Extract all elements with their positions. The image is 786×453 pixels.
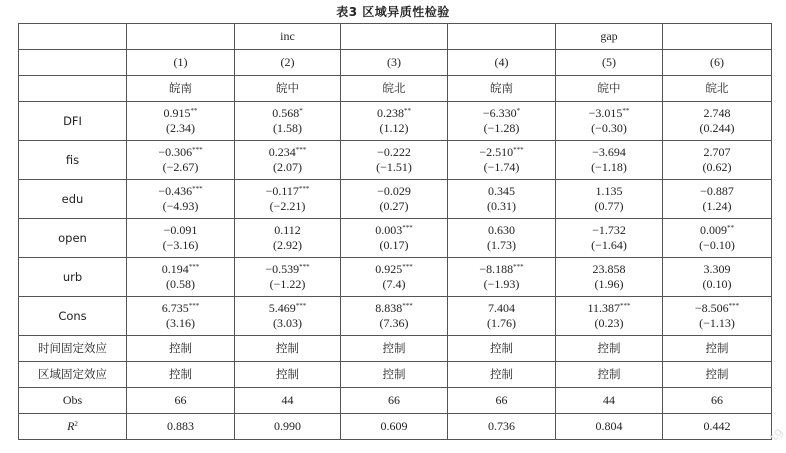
t-statistic: (7.4) bbox=[382, 277, 406, 291]
coefficient-number: 5.469 bbox=[268, 301, 296, 315]
column-number: (1) bbox=[127, 50, 235, 76]
control-cell: 控制 bbox=[556, 362, 663, 388]
coef-cell bbox=[448, 102, 556, 141]
coef-cell bbox=[235, 141, 341, 180]
row-label: DFI bbox=[19, 102, 127, 141]
t-statistic: (−1.28) bbox=[483, 121, 520, 135]
control-cell: 控制 bbox=[448, 362, 556, 388]
significance-stars: ** bbox=[622, 107, 630, 115]
significance-stars: *** bbox=[513, 146, 524, 154]
coefficient-number: −2.510 bbox=[479, 145, 514, 159]
t-statistic: (−2.21) bbox=[269, 199, 306, 213]
coef-cell bbox=[448, 141, 556, 180]
coefficient-number: 0.345 bbox=[488, 184, 515, 198]
coefficient-value bbox=[556, 106, 662, 121]
t-statistic: (0.17) bbox=[379, 238, 409, 252]
control-cell: 控制 bbox=[341, 362, 448, 388]
t-statistic: (0.31) bbox=[487, 199, 516, 213]
coefficient-number: 0.238 bbox=[377, 106, 404, 120]
variable-row-urb bbox=[19, 258, 772, 297]
control-cell: 控制 bbox=[663, 336, 772, 362]
fixed-effect-row bbox=[19, 362, 772, 388]
coef-cell bbox=[127, 258, 235, 297]
t-statistic: (0.23) bbox=[594, 316, 624, 330]
row-label: urb bbox=[19, 258, 127, 297]
region-header: 皖南 bbox=[448, 76, 556, 102]
coefficient-value bbox=[556, 262, 662, 277]
t-statistic: (0.10) bbox=[702, 277, 732, 291]
empty-header-cell bbox=[663, 24, 772, 50]
coefficient-value bbox=[235, 262, 340, 277]
coef-cell bbox=[127, 102, 235, 141]
t-statistic: (1.76) bbox=[487, 316, 516, 330]
t-statistic: (−0.30) bbox=[591, 121, 627, 135]
significance-stars: ** bbox=[190, 107, 198, 115]
coef-cell bbox=[235, 219, 341, 258]
t-statistic: (1.96) bbox=[594, 277, 624, 291]
coefficient-value bbox=[127, 223, 234, 238]
coefficient-value bbox=[341, 223, 447, 238]
column-number: (3) bbox=[341, 50, 448, 76]
t-statistic: (2.07) bbox=[273, 160, 302, 174]
coefficient-value bbox=[556, 223, 662, 238]
coef-cell bbox=[556, 258, 663, 297]
coefficient-value bbox=[448, 301, 555, 316]
t-statistic: (0.244) bbox=[699, 121, 735, 135]
coef-cell bbox=[448, 258, 556, 297]
coefficient-value bbox=[127, 262, 234, 277]
coef-cell bbox=[556, 180, 663, 219]
row-label: open bbox=[19, 219, 127, 258]
coef-cell bbox=[127, 141, 235, 180]
coef-cell bbox=[235, 258, 341, 297]
t-statistic: (2.92) bbox=[273, 238, 302, 252]
coefficient-value bbox=[663, 301, 771, 316]
coefficient-value bbox=[341, 106, 447, 121]
coefficient-value bbox=[448, 184, 555, 199]
coefficient-number: 0.568 bbox=[272, 106, 300, 120]
coef-cell bbox=[556, 297, 663, 336]
coefficient-value bbox=[448, 106, 555, 121]
significance-stars: *** bbox=[402, 224, 413, 232]
row-label: 时间固定效应 bbox=[19, 336, 127, 362]
t-statistic: (3.03) bbox=[273, 316, 302, 330]
row-label bbox=[19, 414, 127, 440]
column-number: (2) bbox=[235, 50, 341, 76]
coefficient-value bbox=[556, 145, 662, 160]
variable-row-edu bbox=[19, 180, 772, 219]
coefficient-value bbox=[341, 184, 447, 199]
coef-cell bbox=[556, 102, 663, 141]
t-statistic: (3.16) bbox=[166, 316, 195, 330]
row-label: edu bbox=[19, 180, 127, 219]
coefficient-number: −0.306 bbox=[158, 145, 193, 159]
control-cell: 控制 bbox=[235, 362, 341, 388]
region-header: 皖中 bbox=[556, 76, 663, 102]
t-statistic: (1.12) bbox=[379, 121, 409, 135]
coefficient-number: 0.112 bbox=[274, 223, 301, 237]
t-statistic: (−1.13) bbox=[699, 316, 735, 330]
coefficient-number: −0.222 bbox=[377, 145, 411, 159]
regression-table bbox=[18, 23, 772, 440]
empty-header-cell bbox=[127, 24, 235, 50]
control-cell: 控制 bbox=[127, 362, 235, 388]
obs-cell: 66 bbox=[663, 388, 772, 414]
coefficient-number: 0.915 bbox=[163, 106, 191, 120]
coefficient-value bbox=[663, 262, 771, 277]
coefficient-number: 0.003 bbox=[375, 223, 403, 237]
region-header: 皖北 bbox=[341, 76, 448, 102]
coefficient-number: 2.707 bbox=[703, 145, 731, 159]
variable-row-cons bbox=[19, 297, 772, 336]
coefficient-value bbox=[235, 145, 340, 160]
obs-cell: 44 bbox=[556, 388, 663, 414]
significance-stars: *** bbox=[192, 185, 203, 193]
coefficient-number: −3.015 bbox=[588, 106, 623, 120]
variable-row-open bbox=[19, 219, 772, 258]
column-number-row bbox=[19, 50, 772, 76]
variable-row-fis bbox=[19, 141, 772, 180]
coefficient-value bbox=[235, 223, 340, 238]
empty-header-cell bbox=[341, 24, 448, 50]
t-statistic: (−1.74) bbox=[483, 160, 520, 174]
coefficient-number: 0.194 bbox=[161, 262, 189, 276]
column-number: (4) bbox=[448, 50, 556, 76]
significance-stars: *** bbox=[620, 302, 631, 310]
coefficient-number: −8.506 bbox=[694, 301, 729, 315]
coefficient-value bbox=[663, 145, 771, 160]
significance-stars: *** bbox=[299, 263, 310, 271]
coef-cell bbox=[235, 180, 341, 219]
coefficient-number: −0.029 bbox=[377, 184, 411, 198]
coef-cell bbox=[341, 102, 448, 141]
coefficient-value bbox=[127, 106, 234, 121]
control-cell: 控制 bbox=[127, 336, 235, 362]
significance-stars: *** bbox=[188, 263, 200, 271]
coef-cell bbox=[341, 141, 448, 180]
fixed-effect-row bbox=[19, 336, 772, 362]
coef-cell bbox=[235, 297, 341, 336]
significance-stars: * bbox=[299, 107, 303, 115]
coefficient-value bbox=[235, 106, 340, 121]
significance-stars: *** bbox=[513, 263, 524, 271]
t-statistic: (−1.51) bbox=[376, 160, 412, 174]
significance-stars: *** bbox=[295, 302, 307, 310]
coef-cell bbox=[556, 219, 663, 258]
coefficient-number: 0.009 bbox=[700, 223, 727, 237]
r-squared-cell: 0.442 bbox=[663, 414, 772, 440]
coefficient-number: −0.436 bbox=[158, 184, 193, 198]
significance-stars: *** bbox=[192, 146, 203, 154]
coefficient-value bbox=[127, 145, 234, 160]
coefficient-value bbox=[341, 145, 447, 160]
coefficient-value bbox=[341, 301, 447, 316]
coefficient-number: −0.117 bbox=[265, 184, 299, 198]
coef-cell bbox=[448, 297, 556, 336]
significance-stars: ** bbox=[404, 107, 411, 115]
coefficient-number: −0.539 bbox=[265, 262, 300, 276]
coefficient-value bbox=[448, 145, 555, 160]
coef-cell bbox=[341, 219, 448, 258]
significance-stars: ** bbox=[727, 224, 734, 232]
corner-cell bbox=[19, 24, 127, 50]
coef-cell bbox=[235, 102, 341, 141]
coef-cell bbox=[448, 180, 556, 219]
coefficient-number: −1.732 bbox=[592, 223, 626, 237]
r-squared-cell: 0.804 bbox=[556, 414, 663, 440]
coefficient-value bbox=[341, 262, 447, 277]
coefficient-number: 3.309 bbox=[703, 262, 731, 276]
t-statistic: (0.77) bbox=[594, 199, 624, 213]
coefficient-number: −0.887 bbox=[700, 184, 734, 198]
row-label: fis bbox=[19, 141, 127, 180]
t-statistic: (−2.67) bbox=[162, 160, 199, 174]
coef-cell bbox=[341, 297, 448, 336]
significance-stars: *** bbox=[402, 302, 413, 310]
obs-cell: 66 bbox=[127, 388, 235, 414]
group-header-row bbox=[19, 24, 772, 50]
significance-stars: *** bbox=[188, 302, 200, 310]
t-statistic: (−1.93) bbox=[483, 277, 520, 291]
coefficient-value bbox=[448, 262, 555, 277]
coef-cell bbox=[127, 180, 235, 219]
corner-cell bbox=[19, 76, 127, 102]
region-header: 皖南 bbox=[127, 76, 235, 102]
coef-cell bbox=[663, 219, 772, 258]
coefficient-number: 23.858 bbox=[592, 262, 626, 276]
t-statistic: (−0.10) bbox=[699, 238, 735, 252]
t-statistic: (−4.93) bbox=[162, 199, 199, 213]
coefficient-number: −3.694 bbox=[592, 145, 626, 159]
coefficient-number: 0.630 bbox=[488, 223, 515, 237]
coefficient-value bbox=[235, 184, 340, 199]
obs-cell: 66 bbox=[448, 388, 556, 414]
r-symbol: R bbox=[67, 419, 75, 433]
t-statistic: (0.27) bbox=[379, 199, 409, 213]
t-statistic: (0.62) bbox=[702, 160, 732, 174]
control-cell: 控制 bbox=[448, 336, 556, 362]
t-statistic: (7.36) bbox=[379, 316, 409, 330]
r-squared-cell: 0.736 bbox=[448, 414, 556, 440]
coefficient-value bbox=[556, 301, 662, 316]
coef-cell bbox=[556, 141, 663, 180]
coefficient-number: 1.135 bbox=[595, 184, 623, 198]
obs-cell: 44 bbox=[235, 388, 341, 414]
column-number: (6) bbox=[663, 50, 772, 76]
row-label: Cons bbox=[19, 297, 127, 336]
coefficient-value bbox=[448, 223, 555, 238]
region-header: 皖中 bbox=[235, 76, 341, 102]
coefficient-number: 2.748 bbox=[703, 106, 731, 120]
t-statistic: (2.34) bbox=[166, 121, 195, 135]
variable-row-dfi bbox=[19, 102, 772, 141]
significance-stars: *** bbox=[728, 302, 740, 310]
coef-cell bbox=[341, 180, 448, 219]
coefficient-value bbox=[235, 301, 340, 316]
control-cell: 控制 bbox=[556, 336, 663, 362]
coefficient-value bbox=[556, 184, 662, 199]
coefficient-number: 11.387 bbox=[587, 301, 621, 315]
group-header-gap: gap bbox=[556, 24, 663, 50]
coefficient-value bbox=[663, 106, 771, 121]
group-header-inc: inc bbox=[235, 24, 341, 50]
obs-row bbox=[19, 388, 772, 414]
coefficient-number: 7.404 bbox=[488, 301, 515, 315]
r-squared-cell: 0.609 bbox=[341, 414, 448, 440]
t-statistic: (1.73) bbox=[487, 238, 516, 252]
t-statistic: (−1.22) bbox=[269, 277, 306, 291]
column-number: (5) bbox=[556, 50, 663, 76]
coefficient-number: 0.234 bbox=[268, 145, 296, 159]
coef-cell bbox=[127, 297, 235, 336]
r-squared-row bbox=[19, 414, 772, 440]
row-label: Obs bbox=[19, 388, 127, 414]
coefficient-number: −0.091 bbox=[163, 223, 198, 237]
coefficient-number: −8.188 bbox=[479, 262, 514, 276]
t-statistic: (0.58) bbox=[166, 277, 195, 291]
significance-stars: *** bbox=[298, 185, 310, 193]
t-statistic: (−1.64) bbox=[591, 238, 627, 252]
coef-cell bbox=[663, 297, 772, 336]
corner-cell bbox=[19, 50, 127, 76]
coefficient-value bbox=[663, 184, 771, 199]
table-title: 表3 区域异质性检验 bbox=[336, 5, 450, 19]
control-cell: 控制 bbox=[341, 336, 448, 362]
coefficient-number: 6.735 bbox=[161, 301, 189, 315]
coef-cell bbox=[663, 180, 772, 219]
coef-cell bbox=[127, 219, 235, 258]
control-cell: 控制 bbox=[235, 336, 341, 362]
coefficient-number: −6.330 bbox=[482, 106, 517, 120]
coef-cell bbox=[663, 141, 772, 180]
region-row bbox=[19, 76, 772, 102]
significance-stars: *** bbox=[402, 263, 413, 271]
coefficient-value bbox=[127, 301, 234, 316]
obs-cell: 66 bbox=[341, 388, 448, 414]
coef-cell bbox=[663, 258, 772, 297]
t-statistic: (−3.16) bbox=[162, 238, 199, 252]
significance-stars: *** bbox=[295, 146, 307, 154]
r-squared-cell: 0.883 bbox=[127, 414, 235, 440]
coef-cell bbox=[341, 258, 448, 297]
coef-cell bbox=[448, 219, 556, 258]
region-header: 皖北 bbox=[663, 76, 772, 102]
coefficient-number: 8.838 bbox=[375, 301, 403, 315]
watermark: tg bbox=[766, 424, 786, 444]
t-statistic: (−1.18) bbox=[591, 160, 627, 174]
coef-cell bbox=[663, 102, 772, 141]
r-exponent: 2 bbox=[74, 420, 78, 428]
t-statistic: (1.58) bbox=[273, 121, 302, 135]
row-label: 区域固定效应 bbox=[19, 362, 127, 388]
control-cell: 控制 bbox=[663, 362, 772, 388]
coefficient-number: 0.925 bbox=[375, 262, 403, 276]
t-statistic: (1.24) bbox=[702, 199, 732, 213]
coefficient-value bbox=[663, 223, 771, 238]
empty-header-cell bbox=[448, 24, 556, 50]
coefficient-value bbox=[127, 184, 234, 199]
r-squared-cell: 0.990 bbox=[235, 414, 341, 440]
significance-stars: * bbox=[516, 107, 521, 115]
